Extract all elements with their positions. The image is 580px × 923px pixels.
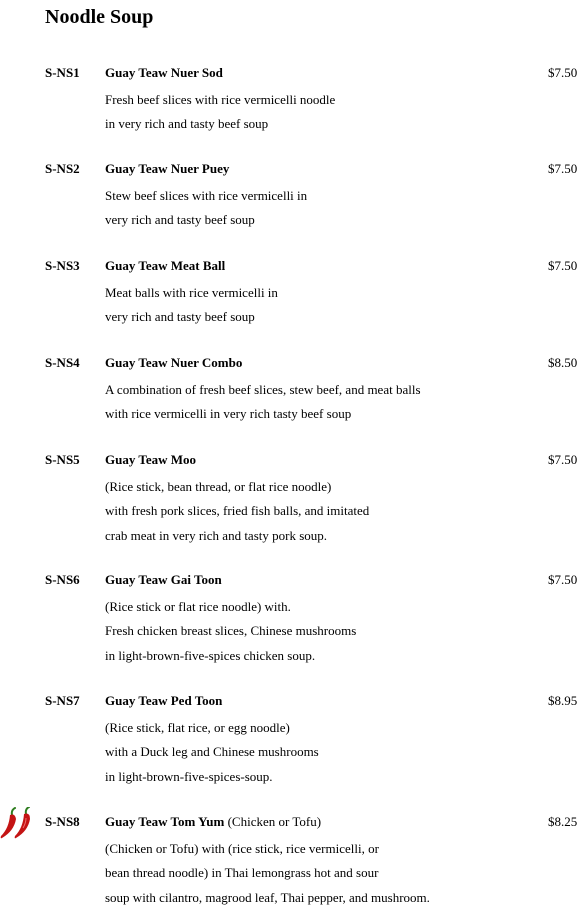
chili-stem-left [12, 808, 15, 815]
description-line: with a Duck leg and Chinese mushrooms [105, 744, 319, 760]
description-line: soup with cilantro, magrood leaf, Thai pepper, and mushroom. [105, 889, 430, 905]
description-line: crab meat in very rich and tasty pork soup. [105, 527, 328, 543]
menu-item-s-ns4 [0, 354, 580, 464]
item-description [105, 281, 278, 330]
item-name: Guay Teaw Moo [105, 452, 197, 467]
item-description [105, 595, 356, 668]
menu-item-s-ns5 [0, 451, 580, 561]
chili-pepper-icon [0, 807, 40, 841]
item-code: S-NS8 [45, 814, 80, 829]
item-description [105, 88, 335, 137]
item-code: S-NS2 [45, 161, 80, 176]
item-price: $7.50 [548, 452, 578, 467]
item-name: Guay Teaw Tom Yum [105, 814, 225, 829]
description-line: with rice vermicelli in very rich tasty beef soup [105, 406, 352, 422]
menu-item-s-ns2 [0, 160, 580, 270]
item-name: Guay Teaw Ped Toon [105, 693, 223, 708]
item-price: $8.95 [548, 693, 578, 708]
item-code: S-NS7 [45, 693, 80, 708]
item-name-suffix: (Chicken or Tofu) [224, 814, 322, 829]
item-name-line [105, 571, 222, 589]
description-line: Stew beef slices with rice vermicelli in [105, 188, 308, 203]
item-description [105, 378, 421, 427]
item-price: $7.50 [548, 572, 578, 587]
description-line: A combination of fresh beef slices, stew beef, and meat balls [105, 382, 421, 397]
description-line: Meat balls with rice vermicelli in [105, 285, 278, 300]
item-name-line [105, 64, 223, 82]
item-name: Guay Teaw Nuer Puey [105, 161, 230, 176]
item-price: $7.50 [548, 65, 578, 80]
item-code: S-NS6 [45, 572, 80, 587]
description-line: in very rich and tasty beef soup [105, 116, 269, 132]
item-name: Guay Teaw Gai Toon [105, 572, 222, 587]
item-description [105, 475, 369, 548]
item-description [105, 184, 307, 233]
description-line: (Chicken or Tofu) with (rice stick, rice vermicelli, or [105, 841, 379, 856]
item-price: $7.50 [548, 161, 578, 176]
item-name-line [105, 354, 242, 372]
menu-item-s-ns6 [0, 571, 580, 681]
section-title: Noodle Soup [45, 6, 154, 28]
item-description [105, 716, 319, 789]
description-line: very rich and tasty beef soup [105, 212, 255, 228]
item-code: S-NS3 [45, 258, 80, 273]
menu-item-s-ns1 [0, 64, 580, 174]
description-line: (Rice stick, flat rice, or egg noodle) [105, 720, 290, 735]
chili-body-right [15, 814, 30, 839]
description-line: in light-brown-five-spices-soup. [105, 768, 273, 784]
item-description [105, 837, 430, 910]
menu-item-s-ns8 [0, 813, 580, 923]
item-price: $8.25 [548, 814, 578, 829]
item-name: Guay Teaw Meat Ball [105, 258, 226, 273]
item-name-line [105, 451, 196, 469]
description-line: Fresh beef slices with rice vermicelli noodle [105, 92, 336, 107]
item-price: $8.50 [548, 355, 578, 370]
menu-item-s-ns7 [0, 692, 580, 802]
item-name-line [105, 813, 321, 831]
item-name-line [105, 160, 229, 178]
chili-body-left [1, 815, 16, 839]
description-line: Fresh chicken breast slices, Chinese mushrooms [105, 623, 357, 639]
menu-item-s-ns3 [0, 257, 580, 367]
item-name: Guay Teaw Nuer Combo [105, 355, 243, 370]
description-line: bean thread noodle) in Thai lemongrass hot and sour [105, 865, 379, 881]
item-code: S-NS4 [45, 355, 80, 370]
item-price: $7.50 [548, 258, 578, 273]
item-name-line [105, 692, 222, 710]
description-line: in light-brown-five-spices chicken soup. [105, 647, 316, 663]
description-line: very rich and tasty beef soup [105, 309, 255, 325]
description-line: (Rice stick or flat rice noodle) with. [105, 599, 291, 614]
item-name-line [105, 257, 225, 275]
description-line: (Rice stick, bean thread, or flat rice noodle) [105, 479, 332, 494]
chili-stem-right [26, 807, 29, 814]
item-name: Guay Teaw Nuer Sod [105, 65, 223, 80]
description-line: with fresh pork slices, fried fish balls, and imitated [105, 503, 370, 519]
item-code: S-NS1 [45, 65, 80, 80]
item-code: S-NS5 [45, 452, 80, 467]
